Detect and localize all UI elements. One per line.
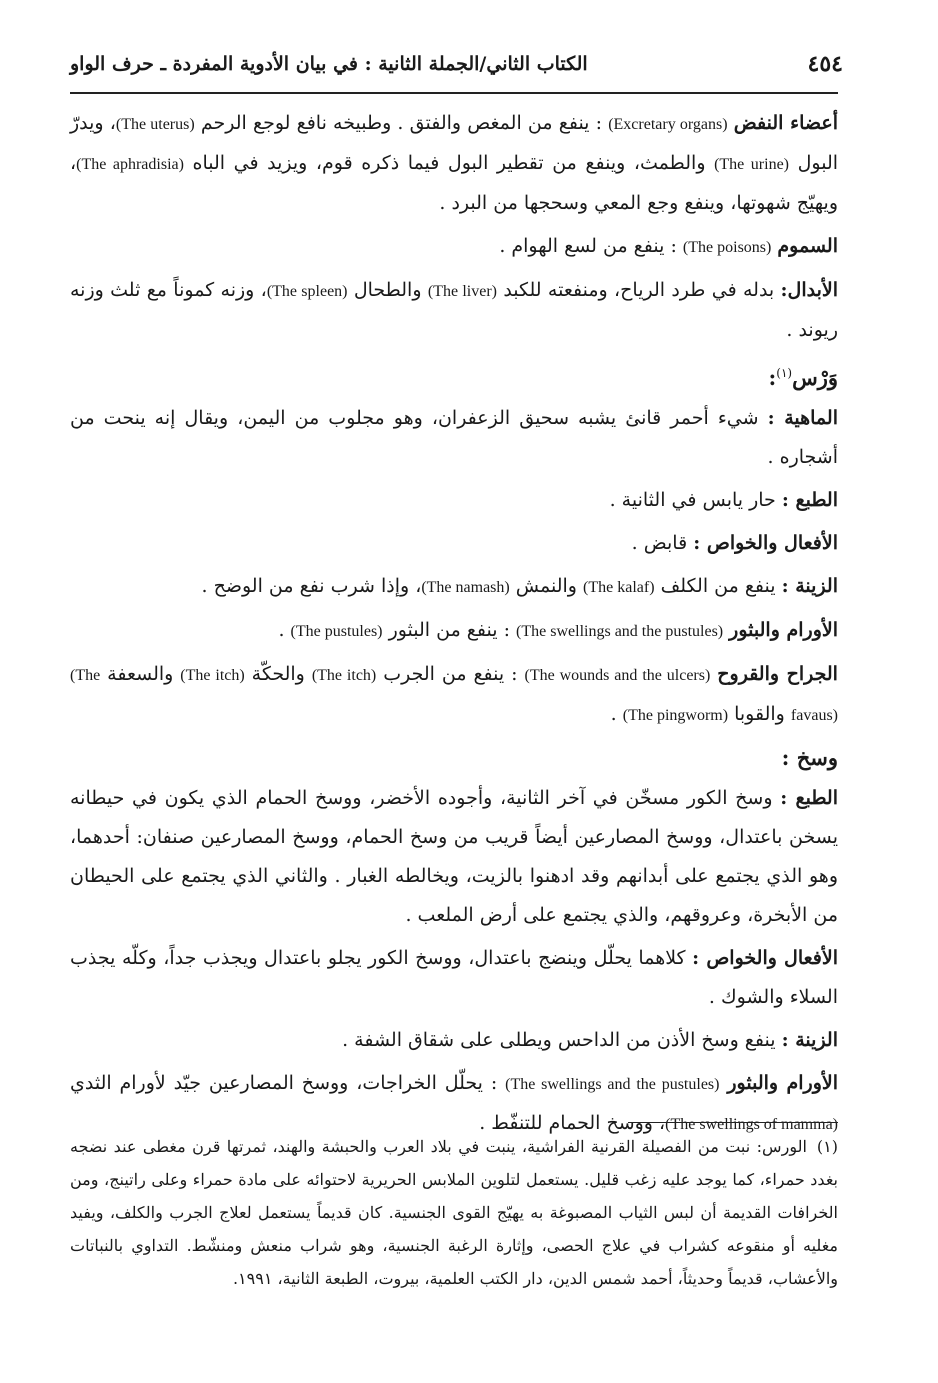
heading-colon: :	[768, 365, 777, 390]
paragraph-text: ، وإذا شرب نفع من الوضح .	[201, 575, 422, 597]
paragraph-text: : ينفع من الجرب	[383, 663, 518, 685]
page-body	[70, 104, 838, 1148]
paragraph-text: والحكّة	[251, 663, 305, 685]
term-label: الأورام والبثور	[727, 1072, 839, 1094]
entry-heading-wars	[70, 354, 838, 397]
term-label: الجراح والقروح	[717, 663, 838, 685]
heading-text: وَرْس	[792, 365, 838, 390]
page-header	[70, 44, 843, 84]
paragraph-text: ، ووسخ الحمام للتنفّط .	[479, 1112, 666, 1134]
paragraph-text: : ينفع من المغص والفتق . وطبيخه نافع لوجع الرحم	[200, 112, 603, 134]
latin-term: (The urine)	[714, 156, 790, 173]
paragraph-text: شيء أحمر قانئ يشبه سحيق الزعفران، وهو مجلوب من اليمن، ويقال إنه ينحت من أشجاره .	[70, 407, 838, 468]
header-rule	[70, 92, 838, 94]
paragraph-excretory-organs	[70, 104, 838, 223]
paragraph-text: : يحلّل الخراجات، ووسخ المصارعين جيّد لأورام الثدي	[70, 1072, 498, 1094]
latin-term: (The spleen)	[266, 283, 348, 300]
term-label: الزينة :	[781, 575, 838, 597]
term-label: الماهية :	[767, 407, 838, 429]
paragraph-quiddity	[70, 399, 838, 477]
latin-term: (The namash)	[421, 579, 510, 596]
paragraph-text: والقوبا	[734, 703, 785, 725]
paragraph-text: ، ويدرّ البول	[70, 112, 839, 174]
paragraph-substitutes	[70, 271, 838, 350]
paragraph-text: .	[278, 619, 285, 641]
paragraph-swellings	[70, 611, 838, 651]
latin-term: (The swellings and the pustules)	[505, 1076, 720, 1093]
latin-term: (Excretary organs)	[608, 116, 728, 133]
page-number: ٤٥٤	[807, 51, 843, 77]
paragraph-nature	[70, 779, 838, 935]
paragraph-text: ، وزنه كموناً مع ثلث وزنه ريوند .	[70, 279, 838, 341]
latin-term: (The kalaf)	[583, 579, 655, 596]
paragraph-actions	[70, 939, 838, 1017]
paragraph-text: : ينفع من البثور	[388, 619, 510, 641]
term-label: السموم	[777, 235, 838, 257]
paragraph-text: : ينفع من لسع الهوام .	[499, 235, 677, 257]
footnote-rule	[628, 1122, 838, 1123]
latin-term: (The wounds and the ulcers)	[524, 667, 711, 684]
paragraph-text: والسعفة	[107, 663, 174, 685]
paragraph-text: حار يابس في الثانية .	[609, 489, 776, 511]
term-label: الأبدال:	[780, 279, 839, 301]
paragraph-nature	[70, 481, 838, 520]
entry-heading-wasakh: وسخ :	[781, 745, 838, 770]
latin-term: (The pingworm)	[622, 707, 729, 724]
paragraph-text: .	[610, 703, 617, 725]
latin-term: (The itch)	[311, 667, 377, 684]
term-label: أعضاء النفض	[733, 112, 838, 134]
paragraph-text: والطمث، وينفع من تقطير البول فيما ذكره قوم، ويزيد في الباه	[192, 152, 706, 174]
paragraph-cosmetics	[70, 1021, 838, 1060]
paragraph-poisons	[70, 227, 838, 267]
paragraph-text: ، ويهيّج شهوتها، وينفع وجع المعي وسحجها من البرد .	[70, 152, 838, 214]
term-label: الأورام والبثور	[729, 619, 838, 641]
term-label: الزينة :	[781, 1029, 838, 1051]
footnote-block	[70, 1130, 838, 1295]
term-label: الطبع :	[780, 787, 838, 809]
paragraph-wounds	[70, 655, 838, 735]
latin-term: (The favaus)	[70, 667, 838, 724]
footnote-reference[interactable]: (١)	[776, 366, 793, 380]
paragraph-text: ينفع وسخ الأذن من الداحس ويطلى على شقاق الشفة .	[342, 1029, 776, 1051]
paragraph-text: كلاهما يحلّل وينضج باعتدال، ووسخ الكور يجلو باعتدال ويجذب جداً، وكلّه يجذب السلاء والشوك .	[70, 947, 838, 1008]
latin-term: (The uterus)	[115, 116, 195, 133]
paragraph-cosmetics	[70, 567, 838, 607]
paragraph-text: والطحال	[353, 279, 422, 301]
latin-term: (The swellings and the pustules)	[516, 623, 724, 640]
latin-term: (The pustules)	[290, 623, 383, 640]
latin-term: (The liver)	[427, 283, 497, 300]
term-label: الأفعال والخواص :	[693, 532, 838, 554]
latin-term: (The itch)	[180, 667, 245, 684]
paragraph-text: بدله في طرد الرياح، ومنفعته للكبد	[503, 279, 775, 301]
latin-term: (The poisons)	[682, 239, 772, 256]
term-label: الطبع :	[781, 489, 838, 511]
paragraph-text: وسخ الكور مسخّن في آخر الثانية، وأجوده الأخضر، ووسخ الحمام الذي يكون في حيطانه يسخن باعتدال، ووسخ المصارعين أيضاً قريب من وسخ الحمام، ووسخ المصارعين صنفان: أحدهما، وهو الذي يجتمع على أبدانهم وقد ادهنوا بالزيت، ويخالطه الغبار . والثاني الذي يجتمع على الحيطان من الأبخرة، وعروقهم، والذي يجتمع على أرض الملعب .	[70, 787, 838, 926]
latin-term: (The aphradisia)	[76, 156, 184, 173]
footnote-text: الورس: نبت من الفصيلة القرنية الفراشية، ينبت في بلاد العرب والحبشة والهند، ثمرتها قرن مغطى عند نضجه بغدد حمراء، كما يوجد عليه زغب قليل. يستعمل لتلوين الملابس الحريرية لاحتوائه على مادة حمراء وعلى راتينج، ومن الخرافات القديمة أن لبس الثياب المصبوغة به يهيّج القوى الجنسية. كان قديماً يستعمل لعلاج الجرب والكلف، ويفيد مغليه أو منقوعه كشراب في علاج الحصى، وإثارة الرغبة الجنسية، وهو شراب منعش ومنشّط. التداوي بالنباتات والأعشاب، قديماً وحديثاً، أحمد شمس الدين، دار الكتب العلمية، بيروت، الطبعة الثانية، ١٩٩١.	[70, 1137, 838, 1288]
footnote-mark: (١)	[816, 1137, 838, 1156]
latin-term: (The swellings of mamma)	[665, 1116, 838, 1133]
term-label: الأفعال والخواص :	[692, 947, 838, 969]
paragraph-text: قابض .	[631, 532, 688, 554]
paragraph-text: ينفع من الكلف	[660, 575, 776, 597]
paragraph-text: والنمش	[515, 575, 577, 597]
running-head: الكتاب الثاني/الجملة الثانية : في بيان الأدوية المفردة ـ حرف الواو	[70, 53, 588, 75]
paragraph-actions	[70, 524, 838, 563]
